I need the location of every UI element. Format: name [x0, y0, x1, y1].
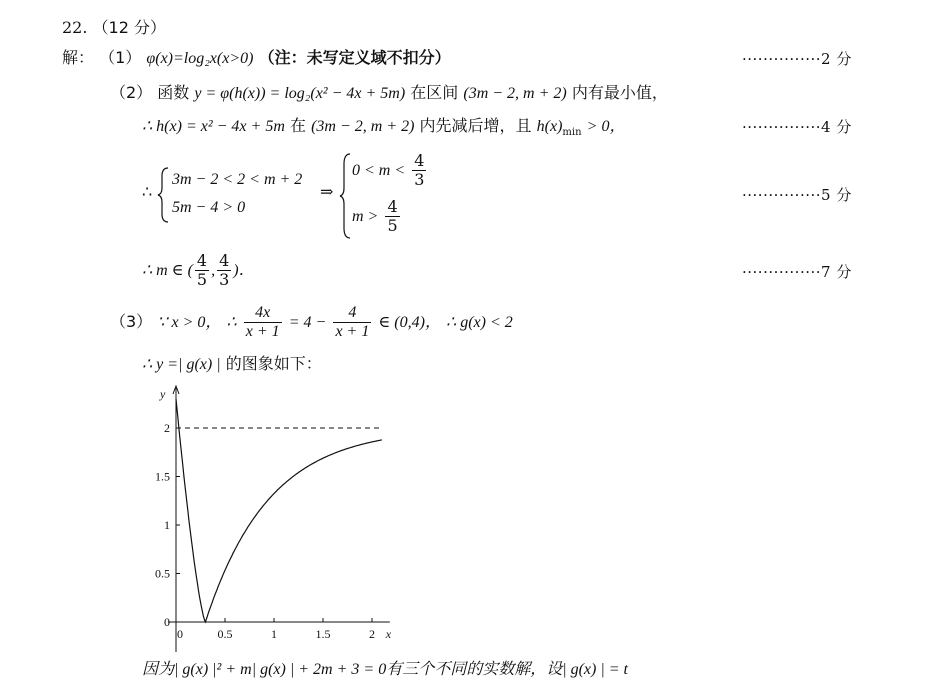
frac-num: 4: [333, 304, 371, 323]
frac-den: x + 1: [245, 323, 280, 340]
frac-num: 4x: [244, 304, 282, 323]
left-brace-2: [338, 152, 352, 240]
part1-label: （1）: [99, 48, 142, 67]
footer-fragment: 因为| g(x) |² + m| g(x) | + 2m + 3 = 0有三个不同的实数解，设| g(x) | = t: [142, 661, 629, 678]
graph-ticks: [155, 421, 375, 641]
frac-den: 3: [219, 270, 230, 289]
part2-score3: ···············7 分: [742, 263, 852, 281]
part2-line2-interval: (3m − 2, m + 2): [311, 118, 415, 135]
part3-therefore: ∴: [226, 314, 237, 331]
graph-intro-text: 的图象如下：: [225, 354, 322, 373]
part3-cond: ∵ x > 0，: [157, 314, 222, 331]
frac-den: x + 1: [335, 323, 370, 340]
frac-num: 4: [196, 251, 208, 270]
x-tick-label: 0.5: [217, 627, 233, 641]
frac-den: 3: [414, 170, 425, 189]
solution-label: 解：: [62, 48, 95, 67]
system2-eq-b-frac: [385, 198, 399, 235]
result-suffix: )．: [233, 262, 255, 279]
part3-label: （3）: [110, 312, 153, 331]
frac-den: 5: [387, 216, 398, 235]
result-frac-1: [195, 252, 209, 289]
x-tick-label: 1: [271, 627, 277, 641]
y-tick-label: 1.5: [155, 469, 170, 484]
problem-points: （12 分）: [92, 18, 166, 37]
part2-line1-suffix: 内有最小值，: [571, 83, 668, 102]
curve-series: [176, 399, 382, 622]
implies-arrow: ⇒: [320, 182, 334, 201]
part2-line2-formula: ∴ h(x) = x² − 4x + 5m: [142, 118, 285, 135]
system2-eq-b-text: m >: [352, 208, 379, 225]
part2-line1-mid: 在区间: [410, 83, 459, 102]
y-tick-label: 2: [164, 421, 170, 435]
x-tick-label: 1.5: [315, 627, 331, 641]
part3-concl: ∴ g(x) < 2: [446, 314, 513, 331]
part2-score2: ···············5 分: [742, 186, 852, 204]
part3-line1: [110, 304, 513, 341]
part2-line1: [110, 83, 668, 104]
part3-eq: = 4 −: [288, 314, 327, 331]
problem-number: 22.: [62, 18, 88, 37]
result-frac-2: [217, 252, 231, 289]
part3-frac-2: [333, 304, 371, 341]
part2-line2-end: > 0，: [586, 118, 626, 135]
part2-score1: ···············4 分: [742, 118, 852, 136]
system2-eq-a: [352, 152, 428, 189]
graph-intro: [142, 354, 322, 375]
part2-label: （2）: [110, 83, 153, 102]
part2-line2-mid: 在: [289, 116, 306, 135]
part2-line1-prefix: 函数: [157, 83, 190, 102]
graph-axes: [168, 386, 390, 652]
frac-num: 4: [387, 197, 398, 216]
x-tick-label: 0: [177, 627, 183, 641]
part3-range: ∈ (0,4)，: [378, 314, 441, 331]
part1-score: ···············2 分: [742, 50, 852, 68]
part2-line2: [142, 116, 625, 143]
part3-frac-1: [244, 304, 282, 341]
frac-den: 5: [196, 270, 208, 289]
y-tick-label: 1: [164, 518, 170, 532]
y-axis-label: y: [160, 387, 166, 401]
problem-header: [62, 18, 166, 38]
part2-line2-sub: min: [562, 127, 582, 139]
result-prefix: ∴ m ∈ (: [142, 262, 193, 279]
part2-result: [142, 252, 255, 289]
left-brace-1: [156, 166, 170, 224]
part2-line1-formula: y = φ(h(x)) = log₂(x² − 4x + 5m): [194, 85, 406, 102]
y-tick-label: 0.5: [155, 566, 170, 581]
frac-num: 4: [414, 151, 425, 170]
graph-intro-formula: ∴ y =| g(x) |: [142, 356, 221, 373]
x-tick-label: 2: [369, 627, 375, 641]
result-comma: ,: [211, 262, 216, 279]
x-axis-label: x: [385, 627, 392, 641]
system2-eq-a-text: 0 < m <: [352, 162, 406, 179]
system1-eq-a: 3m − 2 < 2 < m + 2: [172, 171, 303, 188]
therefore-sign: ∴: [142, 182, 153, 201]
system2-eq-a-frac: [412, 152, 426, 189]
system1-eq-b: 5m − 4 > 0: [172, 199, 246, 216]
part2-line1-interval: (3m − 2, m + 2): [463, 85, 567, 102]
part2-line2-text: 内先减后增，且: [419, 116, 532, 135]
part1-note: （注：未写定义域不扣分）: [258, 48, 451, 67]
function-graph: [140, 380, 420, 656]
part1-formula: φ(x)=log₂x(x>0): [146, 50, 254, 67]
part1-line: [62, 48, 451, 69]
y-tick-label: 0: [164, 615, 170, 629]
frac-num: 4: [219, 251, 230, 270]
part2-line2-min: h(x): [536, 118, 563, 135]
system2-eq-b: [352, 198, 402, 235]
